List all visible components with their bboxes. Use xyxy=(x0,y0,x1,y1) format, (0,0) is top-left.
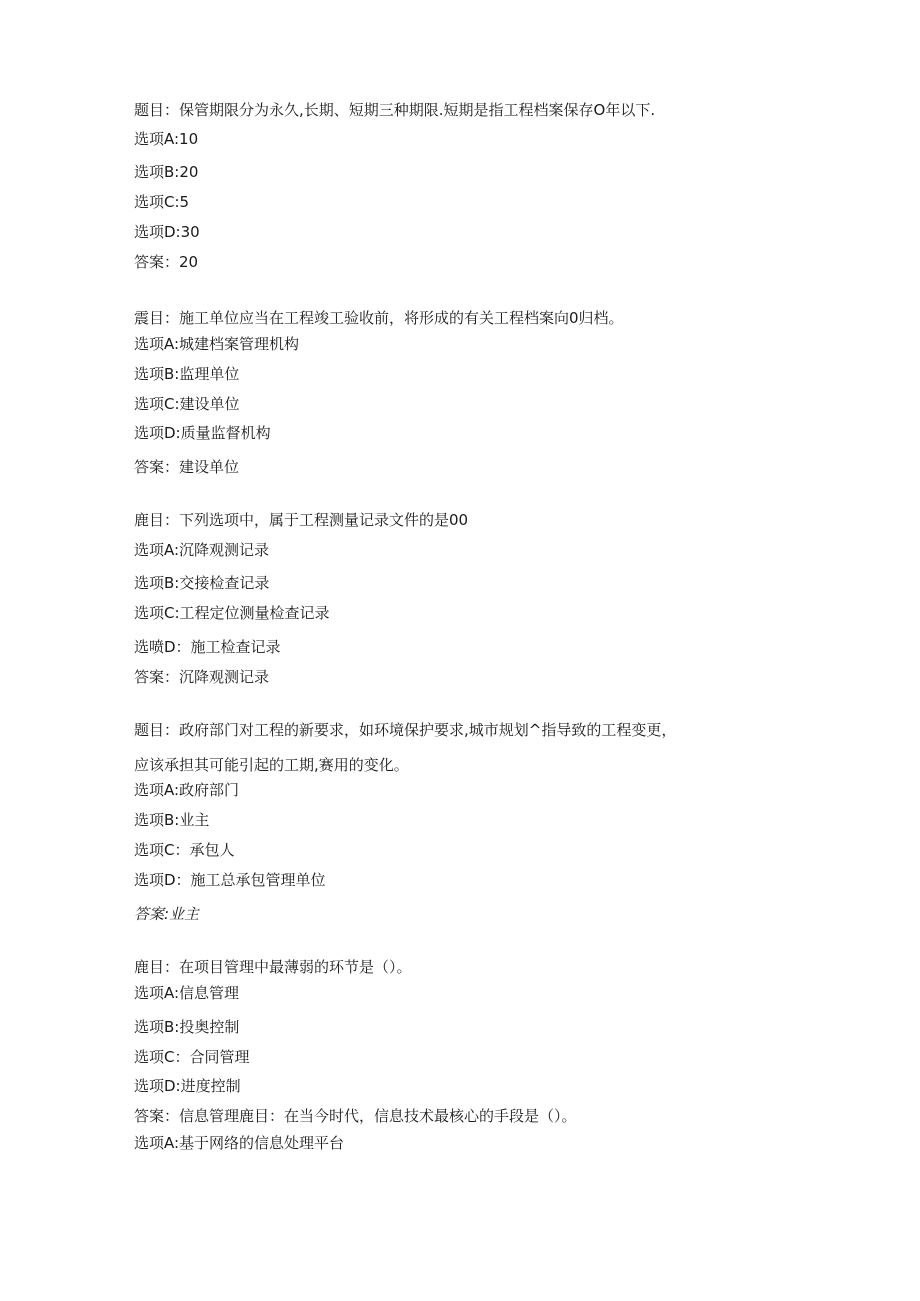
question-4-answer: 答案:业主 xyxy=(134,905,200,923)
question-3-option-d: 选喷D：施工检查记录 xyxy=(134,638,281,656)
question-5-title: 鹿目：在项目管理中最薄弱的环节是（）。 xyxy=(134,958,412,976)
question-1-answer: 答案：20 xyxy=(134,253,199,271)
question-5-option-b: 选项B:投奥控制 xyxy=(134,1018,240,1036)
question-1-option-b: 选项B:20 xyxy=(134,163,199,181)
question-3-option-c: 选项C:工程定位测量检查记录 xyxy=(134,604,330,622)
question-3-option-b: 选项B:交接检查记录 xyxy=(134,574,270,592)
question-4-option-a: 选项A:政府部门 xyxy=(134,781,240,799)
question-4-title-line-1: 题目：政府部门对工程的新要求，如环境保护要求,城市规划^指导致的工程变更， xyxy=(134,721,677,739)
question-5-option-d: 选项D:进度控制 xyxy=(134,1077,241,1095)
question-4-title-line-2: 应该承担其可能引起的工期,赛用的变化。 xyxy=(134,756,409,774)
question-2-option-a: 选项A:城建档案管理机构 xyxy=(134,335,300,353)
question-2-answer: 答案：建设单位 xyxy=(134,458,240,476)
question-6-option-a: 选项A:基于网络的信息处理平台 xyxy=(134,1134,345,1152)
question-1-title: 题目：保管期限分为永久,长期、短期三种期限.短期是指工程档案保存O年以下. xyxy=(134,101,656,119)
question-2-option-b: 选项B:监理单位 xyxy=(134,365,240,383)
question-2-option-c: 选项C:建设单位 xyxy=(134,395,240,413)
question-2-title: 震目：施工单位应当在工程竣工验收前，将形成的有关工程档案向0归档。 xyxy=(134,309,624,327)
question-1-option-a: 选项A:10 xyxy=(134,130,199,148)
question-4-option-d: 选项D：施工总承包管理单位 xyxy=(134,871,326,889)
question-3-option-a: 选项A:沉降观测记录 xyxy=(134,541,270,559)
question-4-option-b: 选项B:业主 xyxy=(134,811,210,829)
question-4-option-c: 选项C：承包人 xyxy=(134,841,235,859)
question-1-option-c: 选项C:5 xyxy=(134,193,190,211)
question-3-answer: 答案：沉降观测记录 xyxy=(134,668,270,686)
question-2-option-d: 选项D:质量监督机构 xyxy=(134,424,271,442)
question-3-title: 鹿目：下列选项中，属于工程测量记录文件的是00 xyxy=(134,511,469,529)
question-5-option-a: 选项A:信息管理 xyxy=(134,984,240,1002)
question-5-option-c: 选项C：合同管理 xyxy=(134,1048,250,1066)
question-1-option-d: 选项D:30 xyxy=(134,223,200,241)
question-5-answer-and-question-6-title: 答案：信息管理鹿目：在当今时代，信息技术最核心的手段是（）。 xyxy=(134,1107,577,1125)
